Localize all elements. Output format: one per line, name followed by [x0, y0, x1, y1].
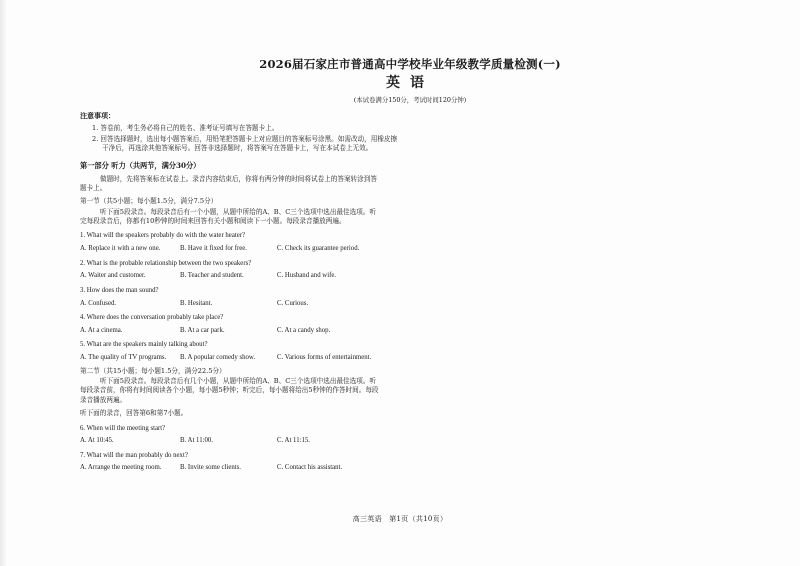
option-b: B. Have it fixed for free. [180, 244, 247, 252]
option-b: B. At a car park. [180, 326, 225, 334]
scan-edge-left [0, 0, 6, 566]
option-b: B. Invite some clients. [180, 464, 241, 472]
question-options [80, 271, 740, 281]
option-c: C. Husband and wife. [277, 272, 337, 280]
exam-content [80, 56, 740, 473]
part1-heading: 第一部分 听力（共两节，满分30分） [80, 161, 201, 171]
option-a: A. At a cinema. [80, 326, 123, 334]
question-list-a [80, 231, 740, 362]
section1-instructions: 听下面5段录音。每段录音后有一个小题，从题中所给的A、B、C三个选项中选出最佳选项。听完每段录音后，你都有10秒钟的时间来回答有关小题和阅读下一小题。每段录音播放两遍。 [80, 207, 377, 225]
section1-heading: 第一节（共5小题；每小题1.5分，满分7.5分） [80, 197, 218, 206]
exam-meta: (本试卷满分150分，考试时间120分钟) [353, 96, 467, 105]
question-options [80, 299, 740, 309]
question-item [80, 451, 740, 473]
section2-heading: 第二节（共15小题；每小题1.5分，满分22.5分） [80, 366, 226, 375]
option-a: A. Replace it with a new one. [80, 244, 161, 252]
option-c: C. At a candy shop. [277, 326, 331, 334]
question-list-b [80, 424, 740, 474]
question-options [80, 436, 740, 446]
option-b: B. At 11:00. [180, 437, 213, 445]
section2-instructions: 听下面5段录音。每段录音后有几个小题，从题中所给的A、B、C三个选项中选出最佳选项。听每段录音前，你将有时间阅读各个小题，每小题5秒钟；听完后，每小题将给出5秒钟的作答时间。每段录音播放两遍。 [80, 377, 379, 404]
question-item [80, 424, 740, 446]
question-text: 2. What is the probable relationship between the two speakers? [80, 259, 252, 267]
option-c: C. Curious. [277, 299, 309, 307]
exam-title: 2026届石家庄市普通高中学校毕业年级教学质量检测(一) [259, 57, 561, 71]
option-b: B. Hesitant. [180, 299, 213, 307]
question-options [80, 463, 740, 473]
question-text: 4. Where does the conversation probably take place? [80, 314, 224, 322]
option-a: A. Confused. [80, 299, 117, 307]
question-options [80, 353, 740, 363]
option-a: A. The quality of TV programs. [80, 354, 167, 362]
option-a: A. Arrange the meeting room. [80, 464, 162, 472]
option-b: B. Teacher and student. [180, 272, 244, 280]
option-c: C. At 11:15. [277, 437, 310, 445]
question-item [80, 313, 740, 335]
part1-intro: 做题时，先将答案标在试卷上。录音内容结束后，你将有两分钟的时间将试卷上的答案转涂到答题卡上。 [80, 174, 377, 192]
question-item [80, 286, 740, 308]
question-item [80, 259, 740, 281]
option-c: C. Various forms of entertainment. [277, 354, 372, 362]
question-item [80, 231, 740, 253]
question-text: 1. What will the speakers probably do with the water heater? [80, 232, 246, 240]
question-options [80, 326, 740, 336]
question-text: 6. When will the meeting start? [80, 424, 166, 432]
question-text: 5. What are the speakers mainly talking about? [80, 341, 208, 349]
option-b: B. A popular comedy show. [180, 354, 256, 362]
option-c: C. Check its guarantee period. [277, 244, 360, 252]
question-text: 3. How does the man sound? [80, 286, 159, 294]
question-text: 7. What will the man probably do next? [80, 451, 188, 459]
notes-heading: 注意事项： [80, 111, 115, 121]
note-item: 2. 回答选择题时，选出每小题答案后，用铅笔把答题卡上对应题目的答案标号涂黑。如需改动，用橡皮擦干净后，再选涂其他答案标号。回答非选择题时，将答案写在答题卡上，写在本试卷上无效。 [92, 134, 398, 152]
option-c: C. Contact his assistant. [277, 464, 343, 472]
section2-lead: 听下面的录音，回答第6和第7小题。 [80, 409, 188, 418]
subject-title: 英语 [386, 75, 434, 92]
question-item [80, 340, 740, 362]
page-footer: 高三英语 第1页（共10页） [352, 515, 448, 523]
question-options [80, 244, 740, 254]
note-item: 1. 答卷前，考生务必将自己的姓名、准考证号填写在答题卡上。 [92, 124, 279, 133]
option-a: A. At 10:45. [80, 437, 114, 445]
option-a: A. Waiter and customer. [80, 272, 146, 280]
